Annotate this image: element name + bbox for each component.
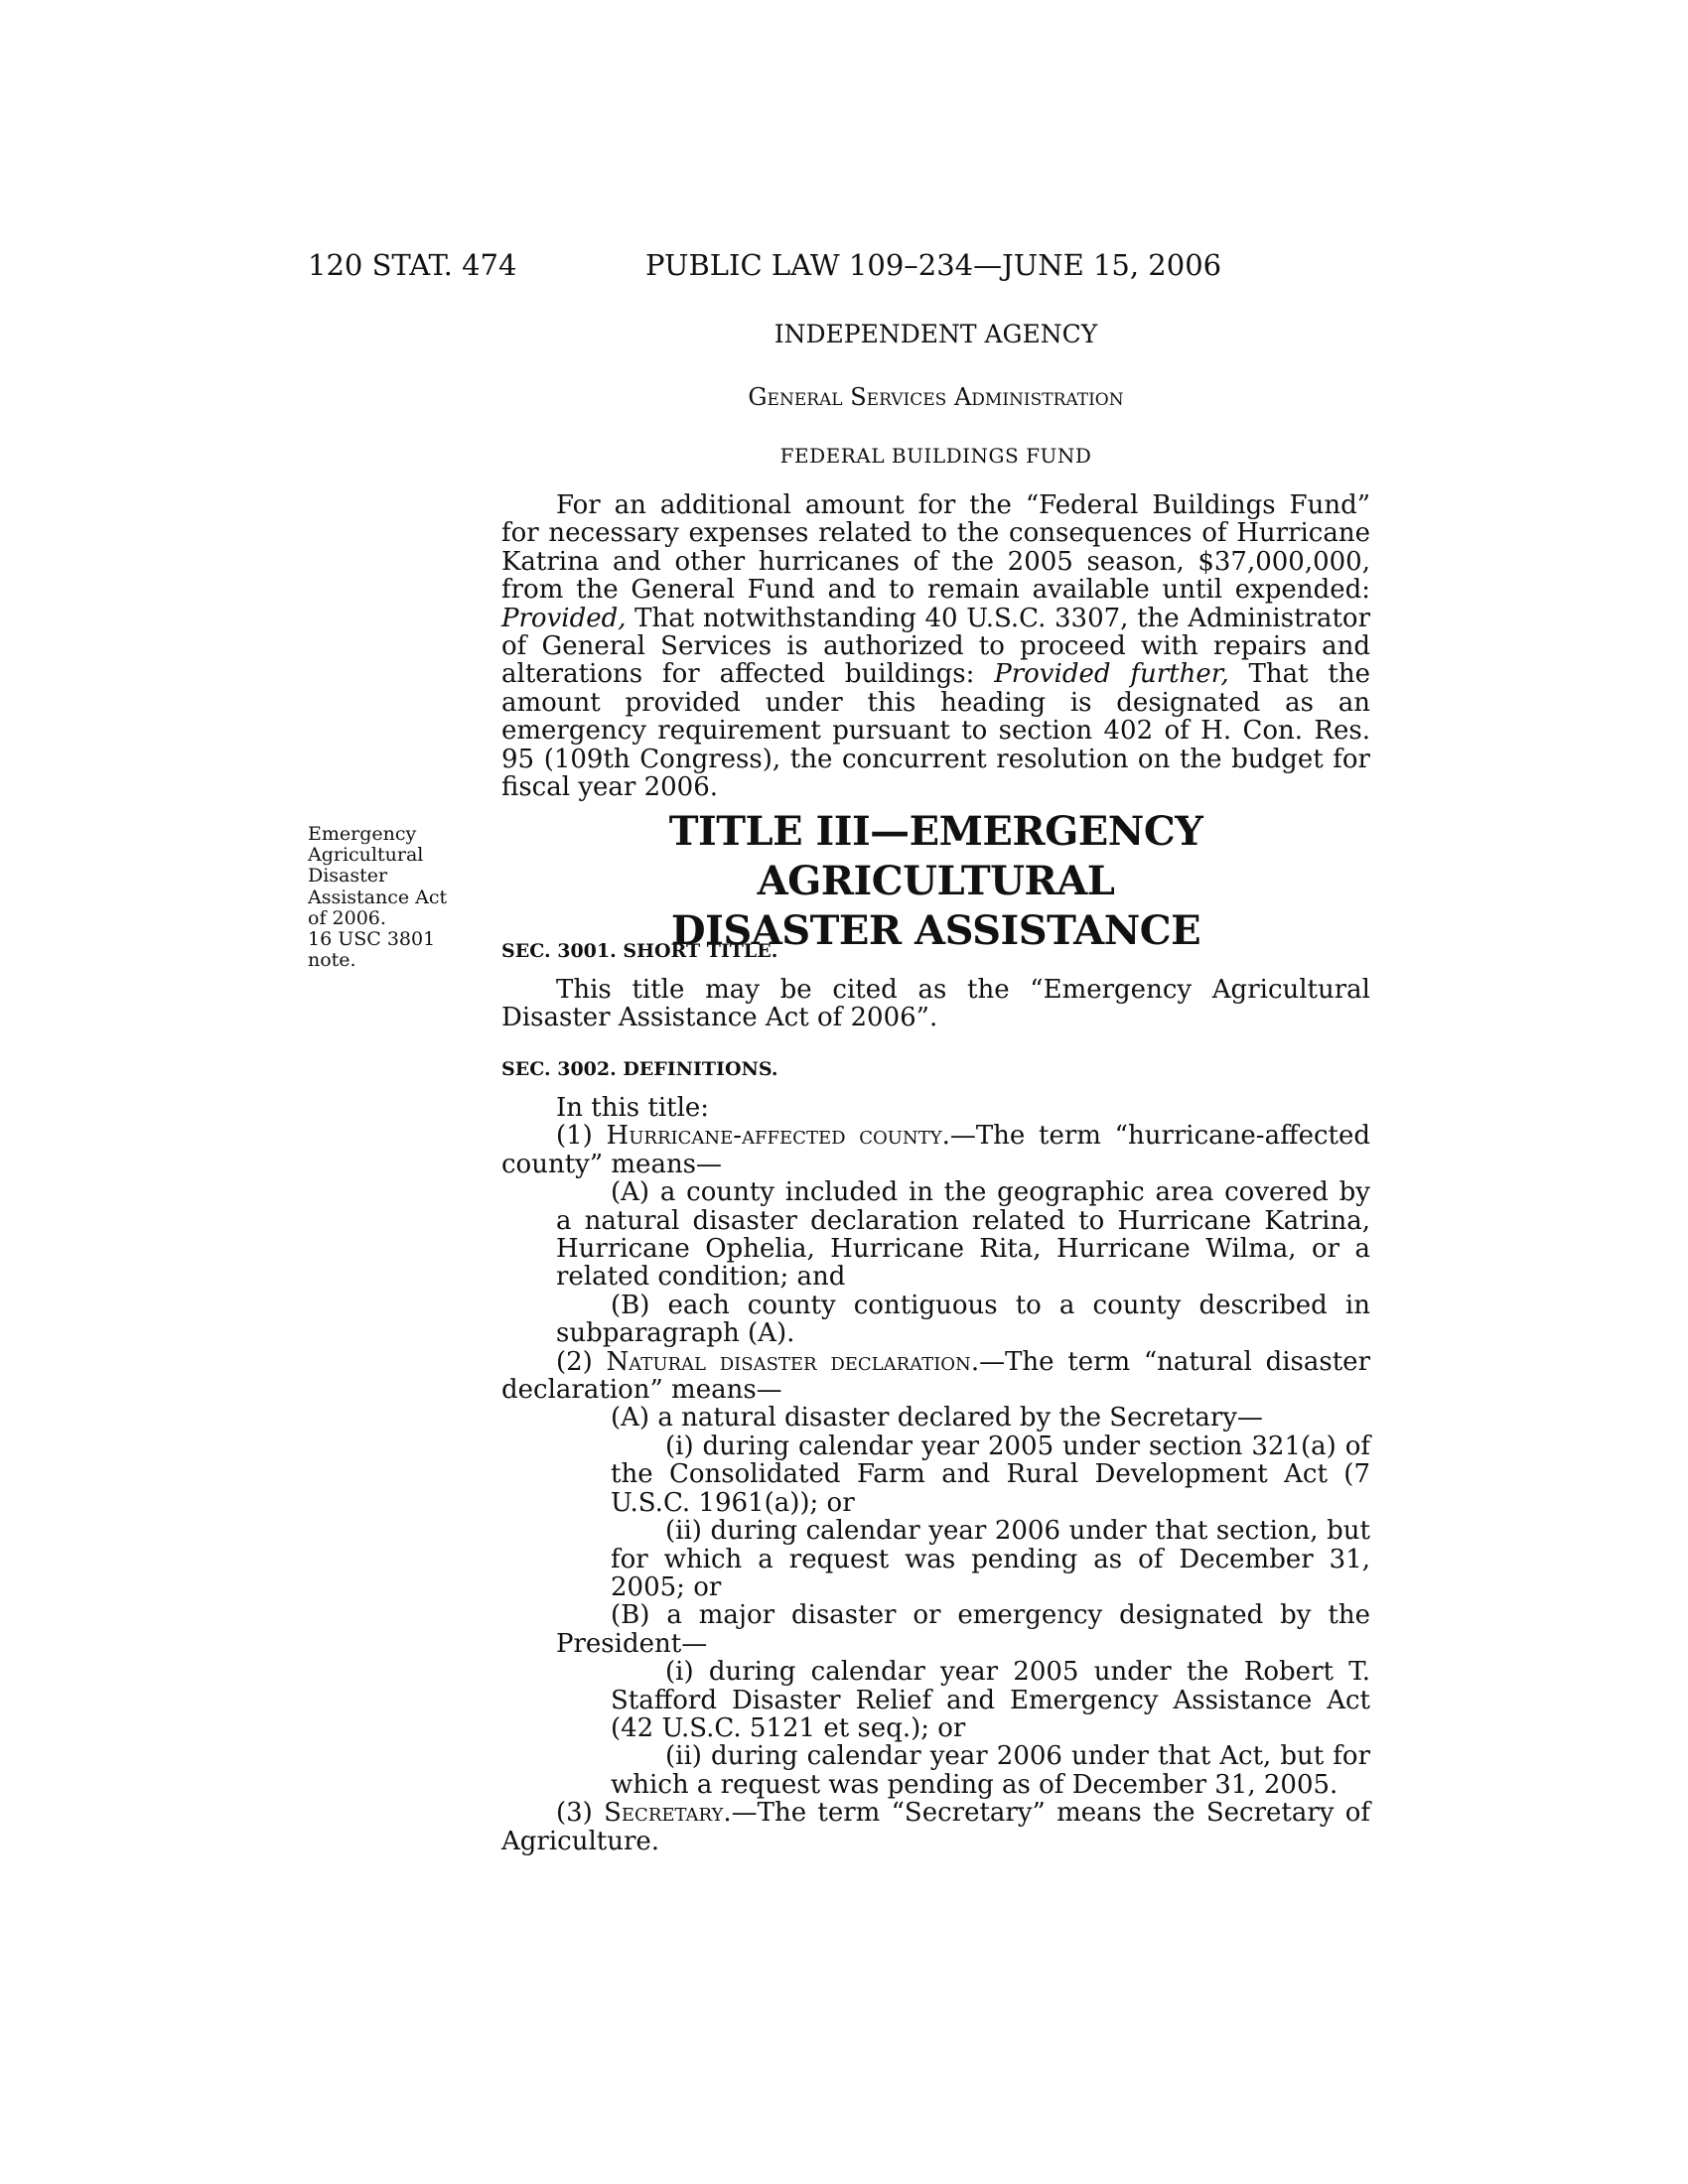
margin-note-line: Disaster <box>308 865 388 887</box>
margin-note-line: note. <box>308 949 356 972</box>
definition-3-term: Secretary <box>604 1798 724 1829</box>
gsa-heading: General Services Administration <box>748 383 1124 411</box>
fund-text-3: That the amount provided under this heading is designated as an emergency requirement pursuant to section 402 of H. Con. Res. 95 (109th Congress), the concurrent resolution on the budget for fiscal year 2006. <box>501 659 1371 803</box>
margin-note-line: Agricultural <box>308 844 424 867</box>
title-heading <box>501 807 1370 956</box>
proviso-1: Provided, <box>501 603 627 633</box>
short-title-paragraph: This title may be cited as the “Emergency Agricultural Disaster Assistance Act of 2006”. <box>501 975 1370 1033</box>
section-3001-text <box>501 976 1370 1032</box>
title-line-2: DISASTER ASSISTANCE <box>670 907 1201 954</box>
title-line-1: TITLE III—EMERGENCY AGRICULTURAL <box>668 808 1203 904</box>
fund-text-2: That notwithstanding 40 U.S.C. 3307, the Administrator of General Services is authorized to proceed with repairs and alterations for affected buildings: <box>501 603 1370 690</box>
definitions-block <box>501 1094 1370 1855</box>
definitions-intro: In this title: <box>556 1093 710 1123</box>
definition-2-b-i: (i) during calendar year 2005 under the Robert T. Stafford Disaster Relief and Emergency Assistance Act (42 U.S.C. 5121 et seq.); or <box>611 1657 1370 1743</box>
definition-1-term: Hurricane-affected county <box>606 1121 942 1152</box>
fund-text-1: For an additional amount for the “Federal Buildings Fund” for necessary expenses related to the consequences of Hurricane Katrina and other hurricanes of the 2005 season, $37,000,000, from the General Fund and to remain available until expended: <box>501 490 1370 606</box>
agency-heading: INDEPENDENT AGENCY <box>774 320 1098 348</box>
definition-2-b: (B) a major disaster or emergency designated by the President— <box>556 1600 1370 1659</box>
margin-note-line: of 2006. <box>308 906 386 929</box>
page-stat-citation: 120 STAT. 474 <box>308 248 517 282</box>
margin-note-line: Emergency <box>308 823 417 845</box>
definition-2-a-ii: (ii) during calendar year 2006 under that section, but for which a request was pending as of December 31, 2005; or <box>611 1516 1370 1602</box>
margin-note <box>308 824 457 971</box>
fund-heading: FEDERAL BUILDINGS FUND <box>779 444 1092 468</box>
fund-paragraph <box>501 491 1370 801</box>
definition-2-term: Natural disaster declaration <box>606 1346 971 1377</box>
margin-note-line: Assistance Act <box>308 886 448 908</box>
definition-2-b-ii: (ii) during calendar year 2006 under that Act, but for which a request was pending as of December 31, 2005. <box>611 1741 1370 1800</box>
section-3002-heading: SEC. 3002. DEFINITIONS. <box>501 1058 778 1080</box>
section-3001-heading: SEC. 3001. SHORT TITLE. <box>501 940 778 962</box>
definition-1: (1) Hurricane-affected county.—The term “hurricane-affected county” means— <box>501 1121 1370 1179</box>
proviso-2: Provided further, <box>994 659 1229 690</box>
definition-1-b: (B) each county contiguous to a county described in subparagraph (A). <box>556 1290 1370 1349</box>
definition-3: (3) Secretary.—The term “Secretary” means the Secretary of Agriculture. <box>501 1798 1370 1856</box>
definition-2-a: (A) a natural disaster declared by the Secretary— <box>611 1403 1263 1433</box>
running-header: PUBLIC LAW 109–234—JUNE 15, 2006 <box>645 248 1222 282</box>
definition-2: (2) Natural disaster declaration.—The term “natural disaster declaration” means— <box>501 1346 1370 1406</box>
margin-note-line: 16 USC 3801 <box>308 928 436 951</box>
definition-2-a-i: (i) during calendar year 2005 under section 321(a) of the Consolidated Farm and Rural Development Act (7 U.S.C. 1961(a)); or <box>611 1431 1370 1518</box>
definition-1-a: (A) a county included in the geographic area covered by a natural disaster declaration related to Hurricane Katrina, Hurricane Ophelia, Hurricane Rita, Hurricane Wilma, or a related condition; and <box>556 1177 1370 1293</box>
